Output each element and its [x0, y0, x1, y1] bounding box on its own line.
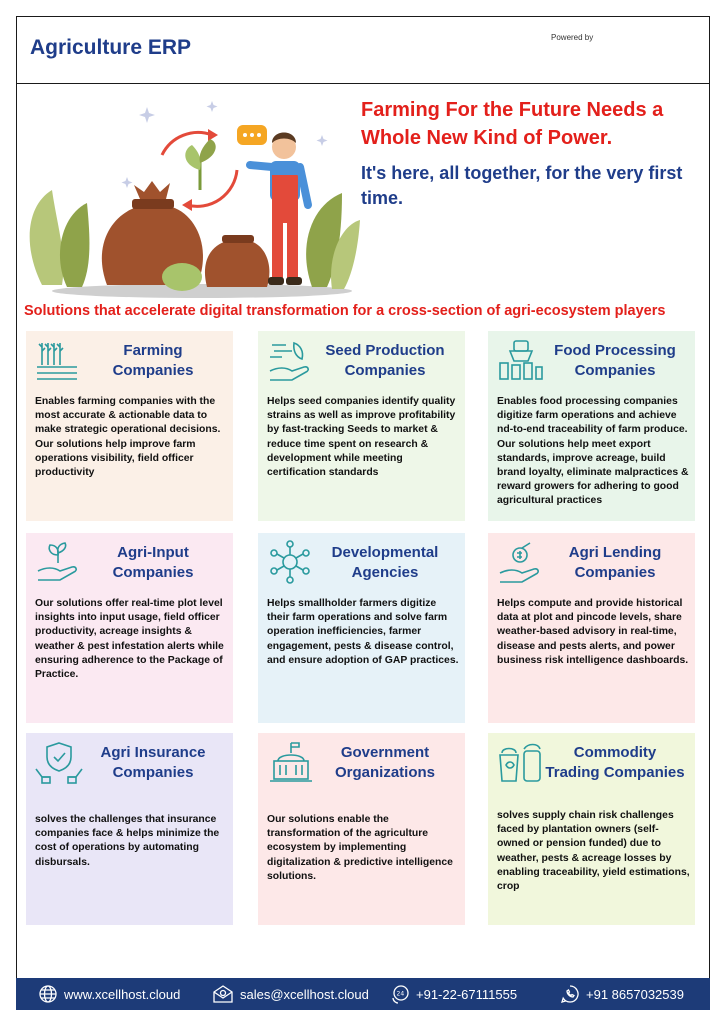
card-title: Seed Production Companies — [325, 342, 445, 379]
footer-phone[interactable] — [390, 984, 517, 1004]
footer-whatsapp[interactable] — [560, 984, 684, 1004]
card-body: solves supply chain risk challenges faced by plantation owners (self-owned or pension funded) due to weather, pests & acreage losses by enabling traceability, yield estimations, crop — [497, 810, 690, 893]
card-food-processing — [488, 331, 695, 521]
card-title: Agri Insurance Companies — [100, 744, 206, 781]
sprout-hand-icon — [34, 539, 84, 585]
card-agri-insurance — [26, 733, 233, 925]
seed-hand-icon — [266, 337, 316, 383]
farmer-illustration — [22, 95, 362, 300]
card-title: Developmental Agencies — [331, 544, 439, 581]
whatsapp-link[interactable]: +91 8657032539 — [586, 986, 684, 1002]
card-agri-lending — [488, 533, 695, 723]
header — [16, 16, 710, 84]
brand-title: Agriculture ERP — [30, 36, 192, 59]
card-body: Helps smallholder farmers digitize their farm operations and solve farm operation inefficiencies, farmer engagement, pests & disease control, and ensure adoption of GAP practices. — [267, 598, 459, 666]
card-body: Enables farming companies with the most accurate & actionable data to make strategic operational decisions. Our solutions help improve farm operations visibility, field officer productivity — [35, 396, 221, 479]
card-body: Enables food processing companies digitize farm operations and achieve nd-to-end traceability of farm produce. Our solutions help meet export standards, improve acreage, build brand loyalty, eliminate malpractices & reward growers for adhering to good agricultural practices — [497, 396, 689, 507]
svg-text:24: 24 — [396, 990, 405, 998]
website-link[interactable]: www.xcellhost.cloud — [64, 986, 181, 1002]
card-government-organizations — [258, 733, 465, 925]
powered-by-label: Powered by — [551, 33, 594, 42]
solutions-heading: Solutions that accelerate digital transformation for a cross-section of agri-ecosystem players — [24, 303, 666, 319]
phone-link[interactable]: +91-22-67111555 — [416, 986, 518, 1002]
phone-24-icon — [390, 984, 410, 1004]
card-agri-input — [26, 533, 233, 723]
network-hub-icon — [266, 539, 316, 585]
card-farming-companies — [26, 331, 233, 521]
email-icon — [212, 984, 234, 1004]
card-developmental-agencies — [258, 533, 465, 723]
card-title: Government Organizations — [334, 744, 435, 781]
card-commodity-trading — [488, 733, 695, 925]
food-processing-icon — [496, 337, 546, 383]
card-body: Helps seed companies identify quality strains as well as improve profitability by fast-tracking Seeds to market & reduce time spent on research & development while meeting certification standards — [267, 396, 456, 479]
card-seed-production — [258, 331, 465, 521]
crop-field-icon — [34, 337, 84, 383]
card-body: solves the challenges that insurance companies face & helps minimize the cost of operations by automating disbursals. — [35, 814, 220, 868]
globe-icon — [38, 984, 58, 1004]
card-body: Our solutions enable the transformation of the agriculture ecosystem by implementing digitalization & predictive intelligence solutions. — [267, 814, 453, 882]
commodity-sacks-icon — [496, 739, 546, 785]
card-title: Farming Companies — [112, 342, 194, 379]
footer-email[interactable] — [212, 984, 369, 1004]
email-link[interactable]: sales@xcellhost.cloud — [240, 986, 369, 1002]
shield-hands-icon — [34, 739, 84, 785]
card-title: Food Processing Companies — [554, 342, 676, 379]
footer-contact-bar — [16, 978, 710, 1010]
government-building-icon — [266, 739, 316, 785]
card-title: Agri Lending Companies — [568, 544, 662, 581]
footer-website[interactable] — [38, 984, 180, 1004]
card-title: Agri-Input Companies — [112, 544, 194, 581]
card-title: Commodity Trading Companies — [545, 744, 685, 781]
card-body: Our solutions offer real-time plot level insights into input usage, field officer productivity, acreage insights & weather & pest infestation alerts while ensuring adherence to the Package of Practice. — [35, 598, 224, 681]
whatsapp-icon — [560, 984, 580, 1004]
coin-hand-icon — [496, 539, 546, 585]
card-body: Helps compute and provide historical data at plot and pincode levels, share weather-based advisory in real-time, disease and pests alerts, and power business risk intelligence dashboards. — [497, 598, 689, 666]
hero-subheadline: It's here, all together, for the very first time. — [361, 163, 683, 208]
hero-headline: Farming For the Future Needs a Whole New Kind of Power. — [361, 99, 664, 149]
